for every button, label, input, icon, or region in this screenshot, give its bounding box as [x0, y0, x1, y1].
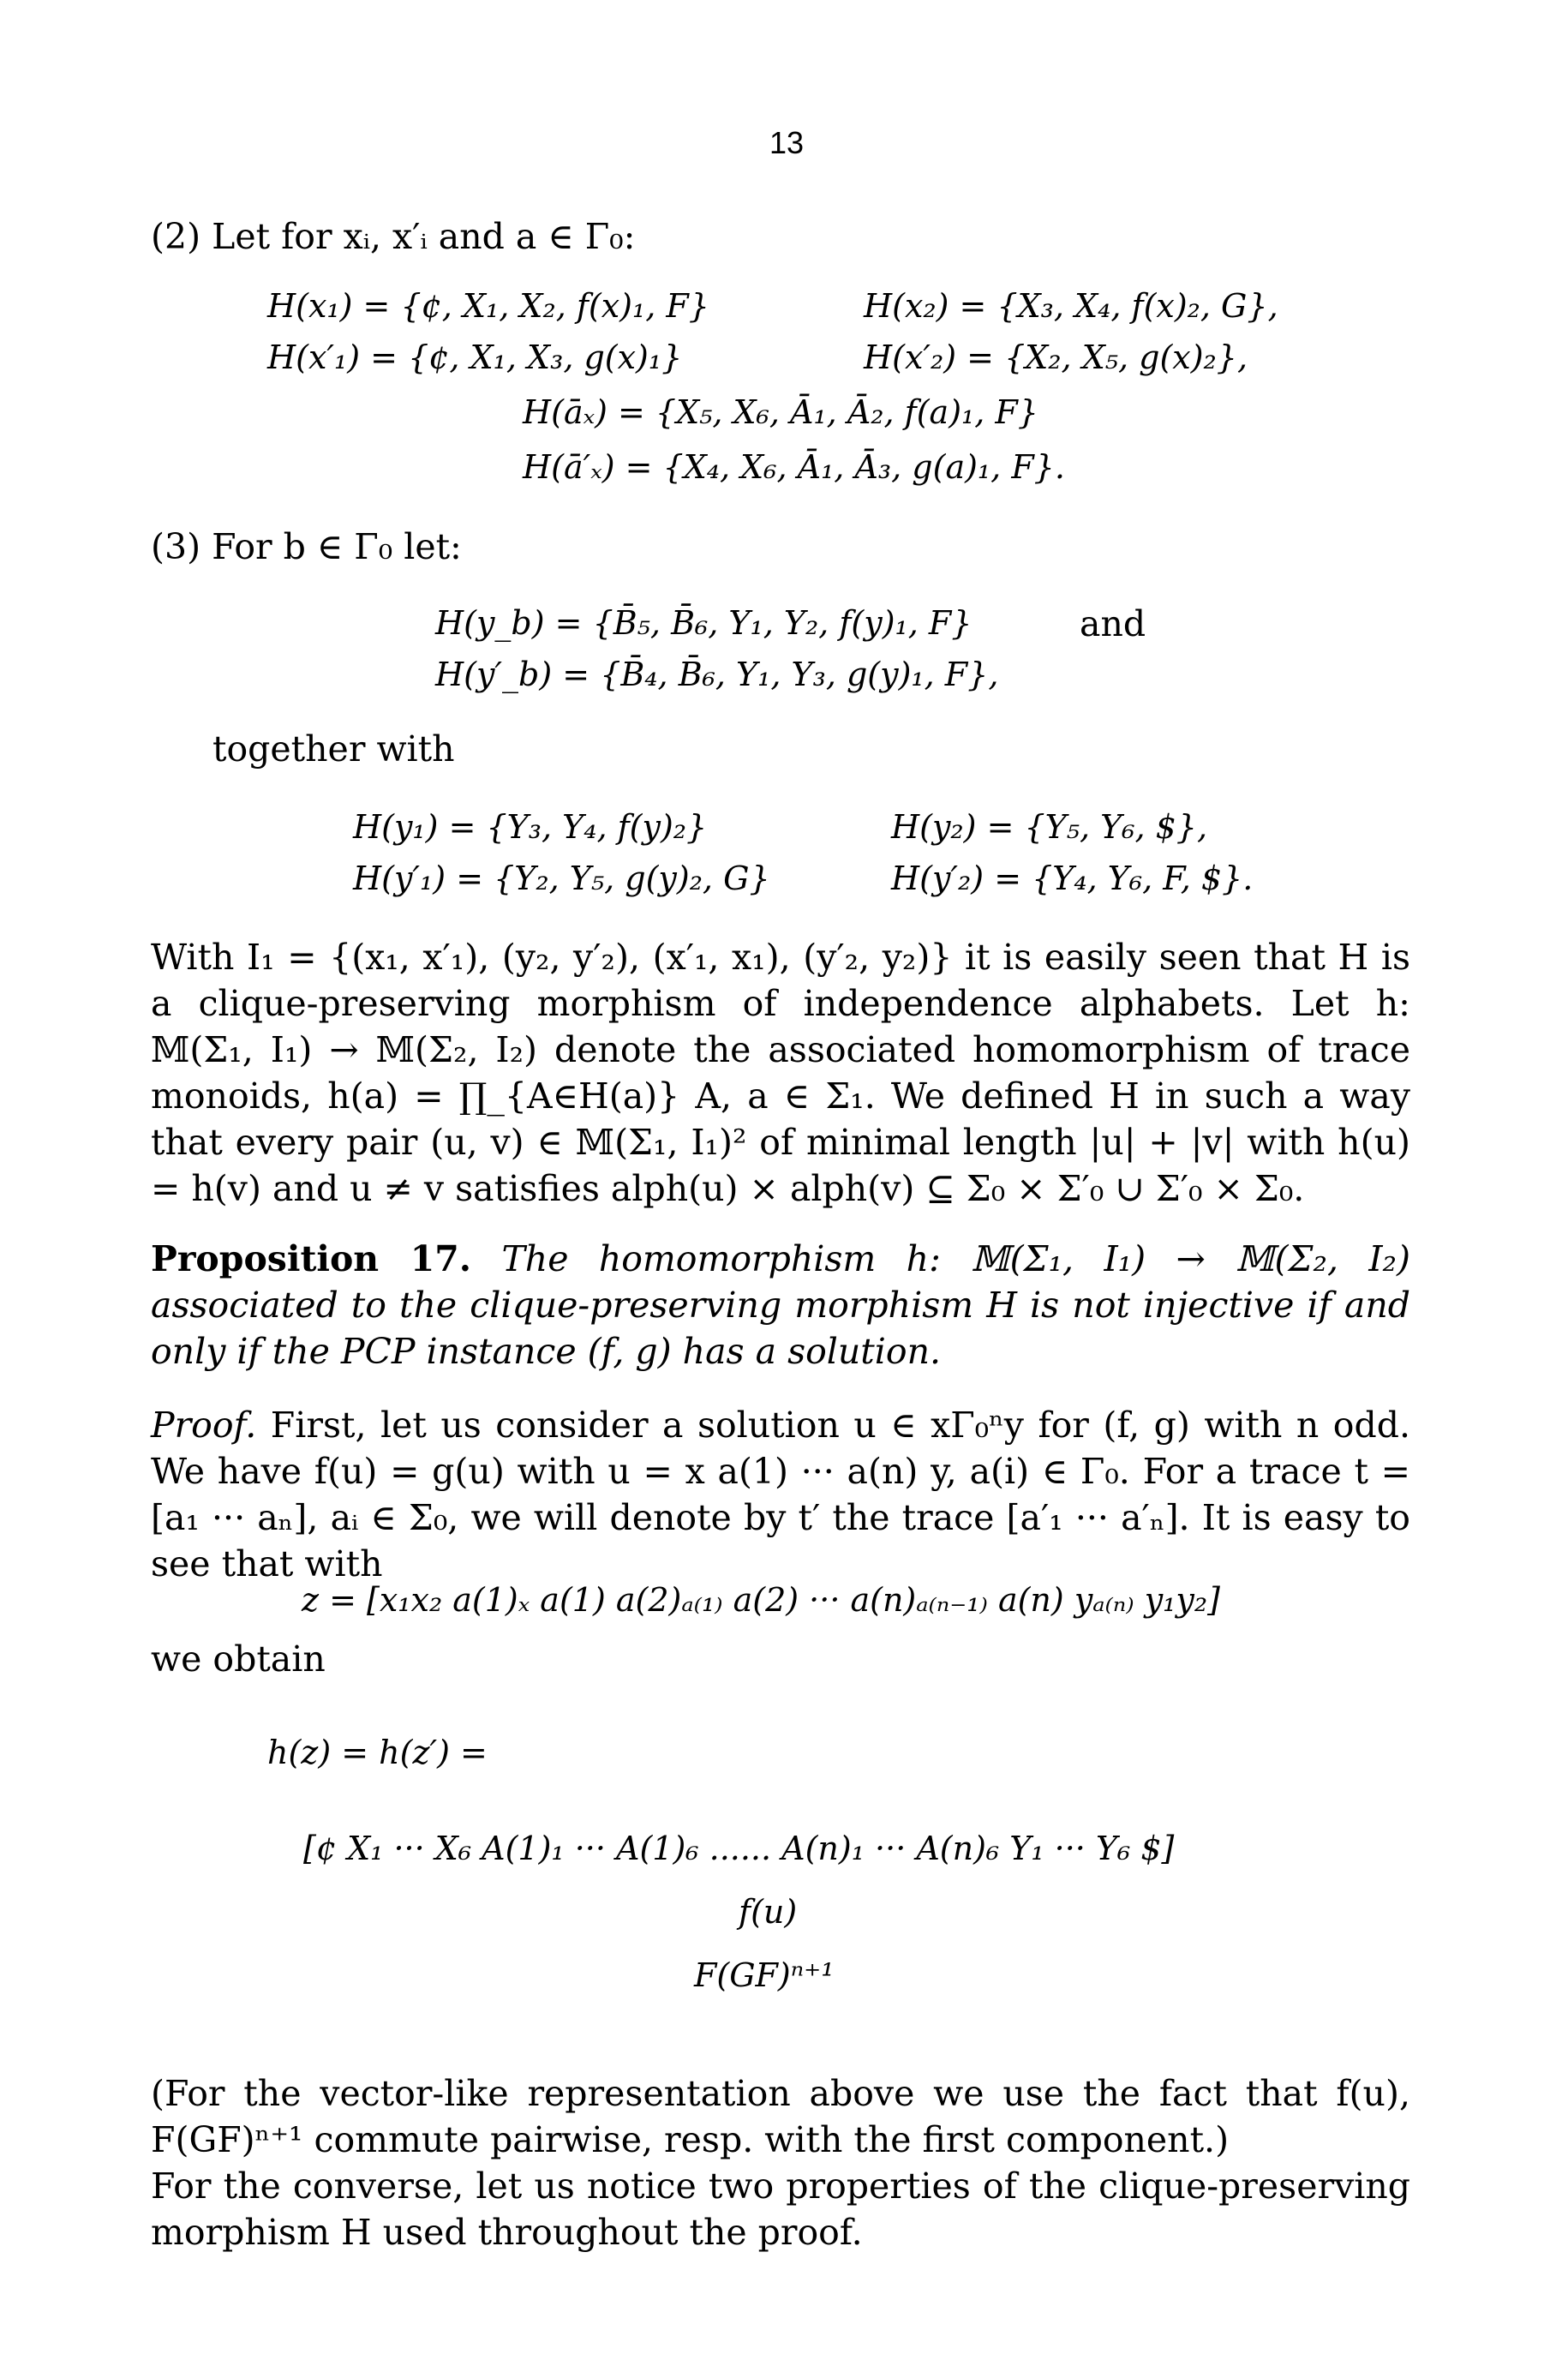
proposition-text: The homomorphism h: 𝕄(Σ₁, I₁) → 𝕄(Σ₂, I₂) associated to the clique-preserving morphism H is not injective if and only if the PCP instance (f, g) has a solution.	[151, 1238, 1410, 1372]
page-number: 13	[769, 125, 805, 160]
eq-h-y1: H(y₁) = {Y₃, Y₄, f(y)₂}	[353, 808, 708, 846]
we-obtain: we obtain	[151, 1638, 326, 1680]
vector-middle-row: f(u)	[739, 1893, 798, 1931]
paragraph-clique-preserving: With I₁ = {(x₁, x′₁), (y₂, y′₂), (x′₁, x₁), (y′₂, y₂)} it is easily seen that H is a clique-preserving morphism of independence alphabets. Let h: 𝕄(Σ₁, I₁) → 𝕄(Σ₂, I₂) denote the associated homomorphism of trace monoids, h(a) = ∏_{A∈H(a)} A, a ∈ Σ₁. We defined H in such a way that every pair (u, v) ∈ 𝕄(Σ₁, I₁)² of minimal length |u| + |v| with h(u) = h(v) and u ≠ v satisfies alph(u) × alph(v) ⊆ Σ₀ × Σ′₀ ∪ Σ′₀ × Σ₀.	[151, 937, 1410, 1209]
eq-h-y1-prime: H(y′₁) = {Y₂, Y₅, g(y)₂, G}	[353, 860, 770, 897]
eq-h-z: h(z) = h(z′) =	[267, 1734, 488, 1771]
proposition-label: Proposition 17.	[151, 1238, 472, 1279]
eq-h-x2: H(x₂) = {X₃, X₄, f(x)₂, G},	[864, 287, 1278, 325]
eq-h-abar-x: H(āₓ) = {X₅, X₆, Ā₁, Ā₂, f(a)₁, F}	[523, 393, 1038, 431]
eq-h-x1: H(x₁) = {¢, X₁, X₂, f(x)₁, F}	[267, 287, 709, 325]
eq-h-x2-prime: H(x′₂) = {X₂, X₅, g(x)₂},	[864, 338, 1248, 376]
eq-h-y2: H(y₂) = {Y₅, Y₆, $},	[891, 808, 1208, 846]
vector-bottom-row: F(GF)ⁿ⁺¹	[694, 1956, 835, 1994]
proof-text: First, let us consider a solution u ∈ xΓ₀ⁿy for (f, g) with n odd. We have f(u) = g(u) with u = x a(1) ··· a(n) y, a(i) ∈ Γ₀. For a trace t = [a₁ ··· aₙ], aᵢ ∈ Σ₀, we will denote by t′ the trace [a′₁ ··· a′ₙ]. It is easy to see that with	[151, 1405, 1410, 1584]
vector-top-row: [¢ X₁ ··· X₆ A(1)₁ ··· A(1)₆ ...... A(n)₁ ··· A(n)₆ Y₁ ··· Y₆ $]	[303, 1830, 1175, 1867]
proof-label: Proof.	[151, 1405, 257, 1446]
eq-h-yb: H(y_b) = {B̄₅, B̄₆, Y₁, Y₂, f(y)₁, F}	[435, 604, 973, 642]
eq-z: z = [x₁x₂ a(1)ₓ a(1) a(2)ₐ₍₁₎ a(2) ··· a(n)ₐ₍ₙ₋₁₎ a(n) yₐ₍ₙ₎ y₁y₂]	[302, 1581, 1220, 1619]
eq-h-yb-prime: H(y′_b) = {B̄₄, B̄₆, Y₁, Y₃, g(y)₁, F},	[435, 656, 999, 693]
and-word: and	[1080, 603, 1146, 644]
together-with: together with	[212, 728, 455, 770]
item-2-intro: (2) Let for xᵢ, x′ᵢ and a ∈ Γ₀:	[151, 216, 636, 257]
item-3-intro: (3) For b ∈ Γ₀ let:	[151, 526, 462, 567]
proposition-17	[151, 1236, 1410, 1375]
eq-h-x1-prime: H(x′₁) = {¢, X₁, X₃, g(x)₁}	[267, 338, 683, 376]
converse-paragraph: For the converse, let us notice two properties of the clique-preserving morphism H used throughout the proof.	[151, 2165, 1410, 2253]
eq-h-y2-prime: H(y′₂) = {Y₄, Y₆, F, $}.	[891, 860, 1254, 897]
proof-paragraph	[151, 1402, 1410, 1587]
eq-h-abar-x-prime: H(ā′ₓ) = {X₄, X₆, Ā₁, Ā₃, g(a)₁, F}.	[523, 448, 1065, 486]
parenthetical-note: (For the vector-like representation above we use the fact that f(u), F(GF)ⁿ⁺¹ commute pairwise, resp. with the first component.)	[151, 2073, 1410, 2160]
